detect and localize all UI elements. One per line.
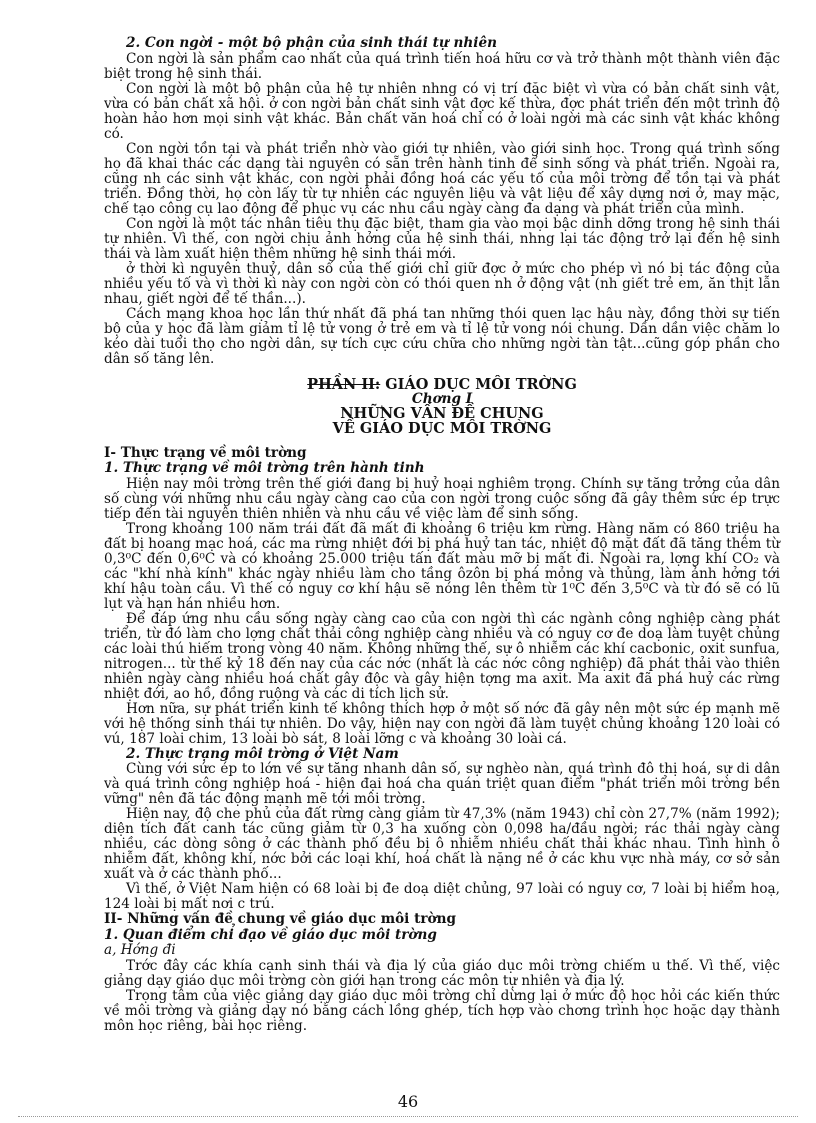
paragraph: Con ngời tồn tại và phát triển nhờ vào giới tự nhiên, vào giới sinh học. Trong quá trình sống họ đã khai thác các dạng tài nguyên có sẵn trên hành tinh để sinh sống và phát triển. Ngoài ra, cũng nh các sinh vật khác, con ngời phải đồng hoá các yếu tố của môi trờng để tồn tại và phát triển. Đồng thời, họ còn lấy từ tự nhiên các nguyên liệu và vật liệu để xây dựng nơi ở, may mặc, chế tạo công cụ lao động để phục vụ các nhu cầu ngày càng đa dạng và phát triển của mình. bbox=[104, 140, 780, 217]
paragraph: Cách mạng khoa học lần thứ nhất đã phá tan những thói quen lạc hậu này, đồng thời sự tiến bộ của y học đã làm giảm tỉ lệ tử vong ở trẻ em và tỉ lệ tử vong nói chung. Dần dần việc chăm lo kéo dài tuổi thọ cho ngời dân, sự tích cực cứu chữa cho những ngời tàn tật...cũng góp phần cho dân số tăng lên. bbox=[104, 305, 780, 367]
chapter-title-line-1: NHỮNG VẤN ĐỀ CHUNG bbox=[340, 404, 544, 422]
subsection-heading: 1. Quan điểm chỉ đạo về giáo dục môi trờng bbox=[104, 926, 437, 943]
footer-rule bbox=[18, 1116, 798, 1117]
paragraph: Con ngời là một tác nhân tiêu thụ đặc biệt, tham gia vào mọi bậc dinh dỡng trong hệ sinh thái tự nhiên. Vì thế, con ngời chịu ảnh hởng của hệ sinh thái, nhng lại tác động trở lại đến hệ sinh thái và làm xuất hiện thêm những hệ sinh thái mới. bbox=[104, 215, 780, 262]
paragraph: Để đáp ứng nhu cầu sống ngày càng cao của con ngời thì các ngành công nghiệp càng phát triển, từ đó làm cho lợng chất thải công nghiệp càng nhiều và có nguy cơ đe doạ làm tuyệt chủng các loài thú hiếm trong vòng 40 năm. Không những thế, sự ô nhiễm các khí cacbonic, oxit sunfua, nitrogen... từ thế kỷ 18 đến nay của các nớc (nhất là các nớc công nghiệp) đã phát thải vào thiên nhiên ngày càng nhiều hoá chất gây độc và gây hiện tợng ma axit. Ma axit đã phá huỷ các rừng nhiệt đới, ao hồ, đồng ruộng và các di tích lịch sử. bbox=[104, 610, 780, 702]
spacer bbox=[104, 436, 780, 446]
chapter-label: Chơng I bbox=[411, 390, 473, 407]
part-title bbox=[104, 377, 780, 392]
document-page bbox=[104, 36, 780, 1034]
section-heading: I- Thực trạng về môi trờng bbox=[104, 444, 307, 461]
paragraph: Trọng tâm của việc giảng dạy giáo dục môi trờng chỉ dừng lại ở mức độ học hỏi các kiến thức về môi trờng và giảng dạy nó bằng cách lồng ghép, tích hợp vào chơng trình học hoặc dạy thành môn học riêng, bài học riêng. bbox=[104, 987, 780, 1034]
paragraph: Cùng với sức ép to lớn về sự tăng nhanh dân số, sự nghèo nàn, quá trình đô thị hoá, sự di dân và quá trình công nghiệp hoá - hiện đại hoá cha quán triệt quan điểm "phát triển môi trờng bền vững" nên đã tác động mạnh mẽ tới môi trờng. bbox=[104, 761, 780, 807]
subsection-label: a, Hớng đi bbox=[104, 942, 176, 958]
subsection-heading: 2. Thực trạng môi trờng ở Việt Nam bbox=[126, 745, 399, 762]
paragraph: Trong khoảng 100 năm trái đất đã mất đi khoảng 6 triệu km rừng. Hàng năm có 860 triệu ha đất bị hoang mạc hoá, các ma rừng nhiệt đới bị phá huỷ tan tác, nhiệt độ mặt đất đã tăng thêm từ 0,3⁰C đến 0,6⁰C và có khoảng 25.000 triệu tấn đất màu mỡ bị mất đi. Ngoài ra, lợng khí CO₂ và các "khí nhà kính" khác ngày nhiều làm cho tầng ôzôn bị phá mỏng và thủng, làm ảnh hởng tới khí hậu toàn cầu. Vì thế có nguy cơ khí hậu sẽ nóng lên thêm từ 1⁰C đến 3,5⁰C và từ đó sẽ có lũ lụt và hạn hán nhiều hơn. bbox=[104, 520, 780, 612]
page-number: 46 bbox=[397, 1092, 419, 1111]
paragraph: Hơn nữa, sự phát triển kinh tế không thích hợp ở một số nớc đã gây nên một sức ép mạnh mẽ với hệ thống sinh thái tự nhiên. Do vậy, hiện nay con ngời đã làm tuyệt chủng khoảng 120 loài có vú, 187 loài chim, 13 loài bò sát, 8 loài lỡng c và khoảng 30 loài cá. bbox=[104, 700, 780, 747]
paragraph: Hiện nay, độ che phủ của đất rừng càng giảm từ 47,3% (năm 1943) chỉ còn 27,7% (năm 1992); diện tích đất canh tác cũng giảm từ 0,3 ha xuống còn 0,098 ha/đầu ngời; rác thải ngày càng nhiều, các dòng sông ở các thành phố đều bị ô nhiễm nhiều chất thải khác nhau. Tình hình ô nhiễm đất, không khí, nớc bởi các loại khí, hoá chất là nặng nề ở các khu vực nhà máy, cơ sở sản xuất và ở các thành phố... bbox=[104, 806, 780, 882]
paragraph: Con ngời là sản phẩm cao nhất của quá trình tiến hoá hữu cơ và trở thành một thành viên đặc biệt trong hệ sinh thái. bbox=[104, 50, 780, 82]
part-title-text: GIÁO DỤC MÔI TRỜNG bbox=[380, 375, 577, 393]
paragraph: Trớc đây các khía cạnh sinh thái và địa lý của giáo dục môi trờng chiếm u thế. Vì thế, việc giảng dạy giáo dục môi trờng còn giới hạn trong các môn tự nhiên và địa lý. bbox=[104, 957, 780, 989]
paragraph: Hiện nay môi trờng trên thế giới đang bị huỷ hoại nghiêm trọng. Chính sự tăng trởng của dân số cùng với những nhu cầu ngày càng cao của con ngời trong cuộc sống đã gây thêm sức ép trực tiếp đến tài nguyên thiên nhiên và nhu cầu về việc làm để sinh sống. bbox=[104, 475, 780, 522]
paragraph: Con ngời là một bộ phận của hệ tự nhiên nhng có vị trí đặc biệt vì vừa có bản chất sinh vật, vừa có bản chất xã hội. ở con ngời bản chất sinh vật đợc kế thừa, đợc phát triển đến một trình độ hoàn hảo hơn mọi sinh vật khác. Bản chất văn hoá chỉ có ở loài ngời mà các sinh vật khác không có. bbox=[104, 80, 780, 142]
chapter-title-line-2: VỀ GIÁO DỤC MÔI TRỜNG bbox=[332, 419, 552, 437]
subsection-heading: 1. Thực trạng về môi trờng trên hành tinh bbox=[104, 460, 425, 476]
section-heading: 2. Con ngời - một bộ phận của sinh thái tự nhiên bbox=[126, 35, 497, 51]
paragraph: ở thời kì nguyên thuỷ, dân số của thế giới chỉ giữ đợc ở mức cho phép vì nó bị tác động của nhiều yếu tố và vì thời kì này con ngời còn có thói quen nh ở động vật (nh giết trẻ em, ăn thịt lẫn nhau, giết ngời để tế thần...). bbox=[104, 260, 780, 307]
paragraph: Vì thế, ở Việt Nam hiện có 68 loài bị đe doạ diệt chủng, 97 loài có nguy cơ, 7 loài bị hiểm hoạ, 124 loài bị mất nơi c trú. bbox=[104, 881, 780, 912]
section-heading: II- Những vấn đề chung về giáo dục môi trờng bbox=[104, 911, 456, 927]
part-label: PHẦN II: bbox=[307, 375, 381, 393]
